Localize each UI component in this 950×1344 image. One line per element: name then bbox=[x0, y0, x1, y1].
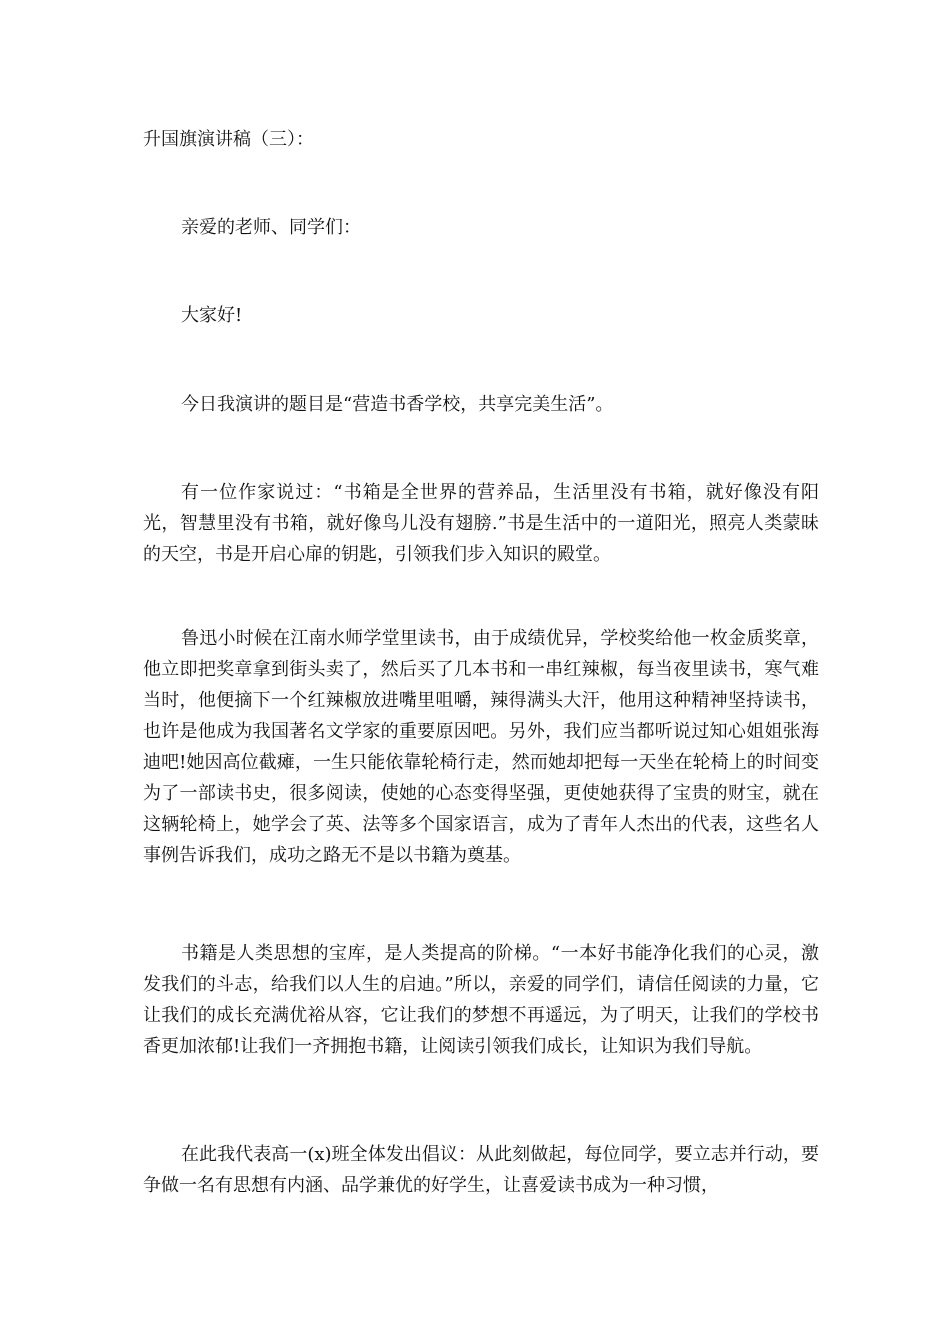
greeting-paragraph: 大家好! bbox=[181, 305, 243, 326]
body-paragraph: 有一位作家说过：“书箱是全世界的营养品，生活里没有书箱，就好像没有阳光，智慧里没有书箱，就好像鸟儿没有翅膀.”书是生活中的一道阳光，照亮人类蒙昧的天空，书是开启心扉的钥匙，引领我们步入知识的殿堂。 bbox=[143, 482, 819, 565]
topic-paragraph: 今日我演讲的题目是“营造书香学校，共享完美生活”。 bbox=[181, 394, 614, 415]
body-paragraph: 在此我代表高一(x)班全体发出倡议：从此刻做起，每位同学，要立志并行动，要争做一名有思想有内涵、品学兼优的好学生，让喜爱读书成为一种习惯， bbox=[143, 1144, 819, 1196]
body-paragraph: 书籍是人类思想的宝库，是人类提高的阶梯。“一本好书能净化我们的心灵，激发我们的斗志，给我们以人生的启迪。”所以，亲爱的同学们，请信任阅读的力量，它让我们的成长充满优裕从容，它让我们的梦想不再遥远，为了明天，让我们的学校书香更加浓郁!让我们一齐拥抱书籍，让阅读引领我们成长，让知识为我们导航。 bbox=[143, 943, 819, 1057]
salutation-paragraph: 亲爱的老师、同学们： bbox=[181, 217, 361, 238]
document-title: 升国旗演讲稿（三）： bbox=[143, 129, 314, 150]
body-paragraph: 鲁迅小时候在江南水师学堂里读书，由于成绩优异，学校奖给他一枚金质奖章，他立即把奖章拿到街头卖了，然后买了几本书和一串红辣椒，每当夜里读书，寒气难当时，他便摘下一个红辣椒放进嘴里咀嚼，辣得满头大汗，他用这种精神坚持读书，也许是他成为我国著名文学家的重要原因吧。另外，我们应当都听说过知心姐姐张海迪吧!她因高位截瘫，一生只能依靠轮椅行走，然而她却把每一天坐在轮椅上的时间变为了一部读书史，很多阅读，使她的心态变得坚强，更使她获得了宝贵的财宝，就在这辆轮椅上，她学会了英、法等多个国家语言，成为了青年人杰出的代表，这些名人事例告诉我们，成功之路无不是以书籍为奠基。 bbox=[143, 628, 819, 866]
